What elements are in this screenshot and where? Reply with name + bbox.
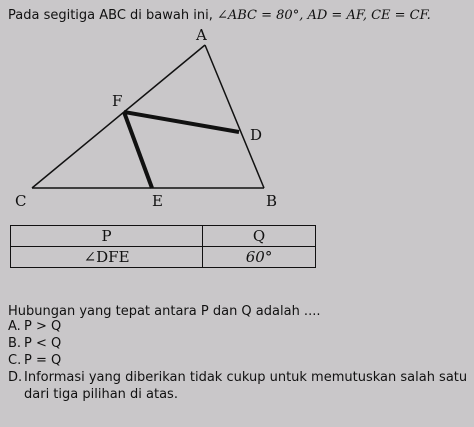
answer-options (8, 318, 474, 403)
segment-fe (124, 112, 152, 188)
vertex-label-f: F (112, 92, 123, 110)
side-ab (205, 45, 264, 188)
cell-p: ∠DFE (11, 247, 203, 268)
side-ac (32, 45, 205, 188)
triangle-figure (0, 20, 474, 220)
problem-condition: ∠ABC = 80°, AD = AF, CE = CF. (216, 8, 431, 23)
vertex-label-c: C (15, 192, 27, 210)
option-b[interactable] (8, 335, 474, 352)
vertex-label-b: B (266, 192, 278, 210)
problem-intro: Pada segitiga ABC di bawah ini, (8, 8, 217, 23)
header-q: Q (203, 226, 316, 247)
vertex-label-e: E (152, 192, 163, 210)
table-header-row (11, 226, 316, 247)
option-text: P > Q (24, 319, 62, 334)
option-a[interactable] (8, 318, 474, 335)
option-key: D. (8, 370, 23, 385)
cell-q: 60° (203, 247, 316, 268)
vertex-label-d: D (250, 126, 263, 144)
option-key: B. (8, 336, 22, 351)
vertex-label-a: A (196, 26, 207, 44)
table-row (11, 247, 316, 268)
option-c[interactable] (8, 352, 474, 369)
header-p: P (11, 226, 203, 247)
question-text: Hubungan yang tepat antara P dan Q adalah .... (8, 304, 321, 319)
option-key: A. (8, 319, 21, 334)
segment-fd (124, 112, 239, 132)
option-text: P = Q (24, 353, 62, 368)
option-key: C. (8, 353, 22, 368)
option-d[interactable] (8, 369, 474, 403)
option-text: P < Q (24, 336, 62, 351)
comparison-table (10, 225, 316, 268)
option-text: Informasi yang diberikan tidak cukup untuk memutuskan salah satu dari tiga pilihan di atas. (24, 370, 468, 402)
